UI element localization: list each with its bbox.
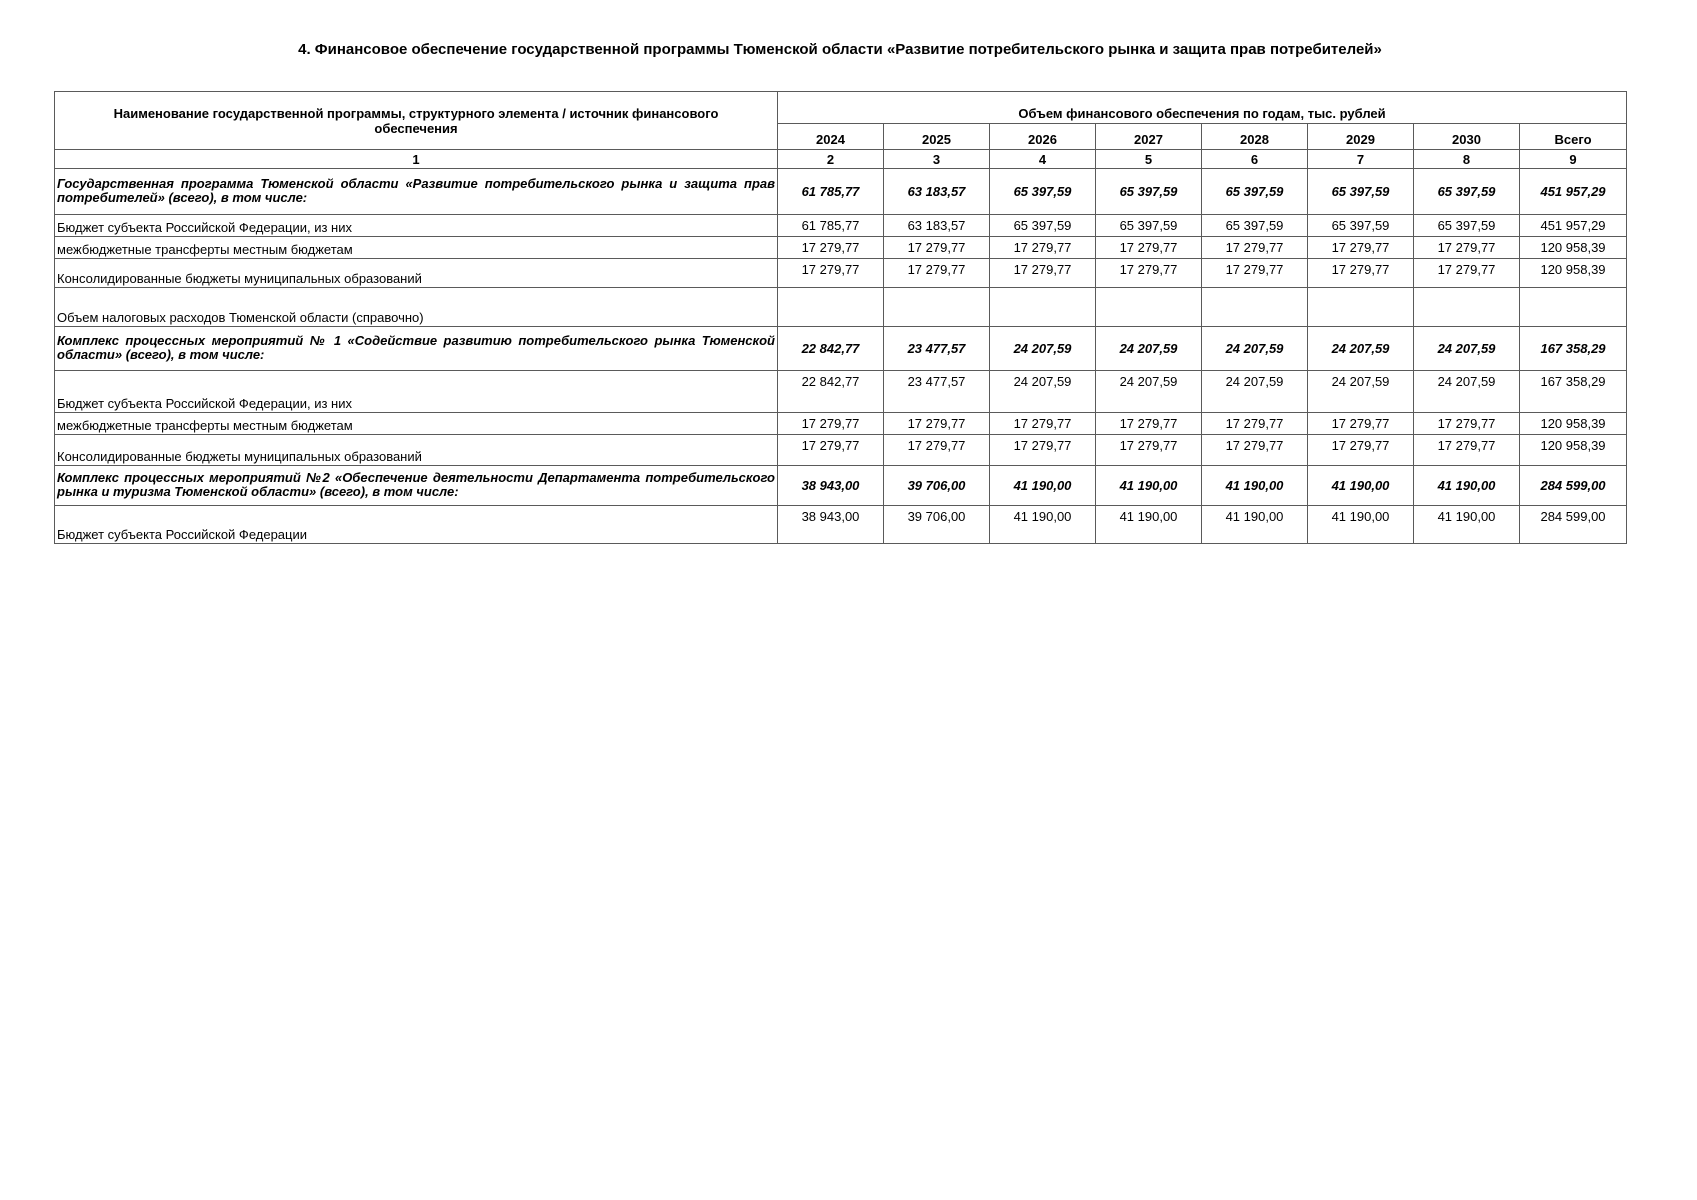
row-value: 17 279,77 — [1096, 435, 1202, 466]
table-row — [55, 215, 1627, 237]
header-year: 2025 — [884, 124, 990, 150]
header-year: 2026 — [990, 124, 1096, 150]
row-total: 120 958,39 — [1520, 413, 1627, 435]
row-value: 41 190,00 — [1202, 506, 1308, 544]
page-title: 4. Финансовое обеспечение государственной программы Тюменской области «Развитие потребительского рынка и защита прав потребителей» — [298, 41, 1382, 58]
row-value — [778, 288, 884, 327]
row-value: 41 190,00 — [1096, 506, 1202, 544]
row-name: Государственная программа Тюменской области «Развитие потребительского рынка и защита прав потребителей» (всего), в том числе: — [55, 169, 778, 215]
row-value: 17 279,77 — [1414, 259, 1520, 288]
row-value: 24 207,59 — [1096, 327, 1202, 371]
row-name: Консолидированные бюджеты муниципальных образований — [55, 259, 778, 288]
row-value: 17 279,77 — [778, 237, 884, 259]
row-value: 17 279,77 — [1202, 259, 1308, 288]
row-value — [1202, 288, 1308, 327]
column-number: 8 — [1414, 150, 1520, 169]
column-number: 9 — [1520, 150, 1627, 169]
row-value: 24 207,59 — [990, 371, 1096, 413]
row-value: 65 397,59 — [990, 215, 1096, 237]
row-total: 120 958,39 — [1520, 435, 1627, 466]
row-name: межбюджетные трансферты местным бюджетам — [55, 413, 778, 435]
row-value: 65 397,59 — [1414, 215, 1520, 237]
header-name-column: Наименование государственной программы, структурного элемента / источник финансового обеспечения — [55, 92, 778, 150]
row-value: 61 785,77 — [778, 169, 884, 215]
row-value: 41 190,00 — [1202, 466, 1308, 506]
row-total: 120 958,39 — [1520, 259, 1627, 288]
row-total: 284 599,00 — [1520, 466, 1627, 506]
row-value: 65 397,59 — [990, 169, 1096, 215]
row-value: 65 397,59 — [1202, 215, 1308, 237]
row-value: 17 279,77 — [1308, 413, 1414, 435]
row-value: 39 706,00 — [884, 466, 990, 506]
row-value: 24 207,59 — [990, 327, 1096, 371]
row-value: 65 397,59 — [1202, 169, 1308, 215]
row-value: 65 397,59 — [1308, 215, 1414, 237]
row-value: 17 279,77 — [1202, 237, 1308, 259]
row-value: 24 207,59 — [1308, 371, 1414, 413]
row-value: 63 183,57 — [884, 169, 990, 215]
column-number: 3 — [884, 150, 990, 169]
row-value: 17 279,77 — [1308, 435, 1414, 466]
row-value: 65 397,59 — [1414, 169, 1520, 215]
table-row-section — [55, 169, 1627, 215]
row-total: 120 958,39 — [1520, 237, 1627, 259]
table-row — [55, 435, 1627, 466]
row-name: Бюджет субъекта Российской Федерации, из них — [55, 371, 778, 413]
row-total: 167 358,29 — [1520, 327, 1627, 371]
row-value — [1308, 288, 1414, 327]
row-value: 17 279,77 — [1414, 435, 1520, 466]
row-value: 24 207,59 — [1414, 371, 1520, 413]
row-value: 17 279,77 — [778, 413, 884, 435]
row-value: 17 279,77 — [1202, 435, 1308, 466]
row-value: 38 943,00 — [778, 466, 884, 506]
row-total: 451 957,29 — [1520, 169, 1627, 215]
row-value: 65 397,59 — [1096, 215, 1202, 237]
row-value: 17 279,77 — [1308, 237, 1414, 259]
row-value: 41 190,00 — [1414, 506, 1520, 544]
row-value: 17 279,77 — [1414, 237, 1520, 259]
row-name: Комплекс процессных мероприятий № 1 «Содействие развитию потребительского рынка Тюменской области» (всего), в том числе: — [55, 327, 778, 371]
row-value: 17 279,77 — [990, 435, 1096, 466]
row-value: 23 477,57 — [884, 371, 990, 413]
header-year: 2029 — [1308, 124, 1414, 150]
row-value: 17 279,77 — [1202, 413, 1308, 435]
row-value: 41 190,00 — [1308, 506, 1414, 544]
row-value: 17 279,77 — [990, 259, 1096, 288]
header-year: 2024 — [778, 124, 884, 150]
column-number: 6 — [1202, 150, 1308, 169]
table-row — [55, 413, 1627, 435]
column-number: 2 — [778, 150, 884, 169]
header-year: 2028 — [1202, 124, 1308, 150]
row-value: 22 842,77 — [778, 371, 884, 413]
row-value: 17 279,77 — [884, 435, 990, 466]
row-total: 451 957,29 — [1520, 215, 1627, 237]
header-year: 2030 — [1414, 124, 1520, 150]
row-value: 65 397,59 — [1096, 169, 1202, 215]
row-value: 22 842,77 — [778, 327, 884, 371]
row-name: Консолидированные бюджеты муниципальных образований — [55, 435, 778, 466]
column-number: 5 — [1096, 150, 1202, 169]
row-value: 17 279,77 — [990, 237, 1096, 259]
row-value: 39 706,00 — [884, 506, 990, 544]
table-row — [55, 371, 1627, 413]
table-row — [55, 506, 1627, 544]
financing-table — [54, 91, 1627, 544]
row-value: 41 190,00 — [990, 466, 1096, 506]
row-value: 24 207,59 — [1202, 371, 1308, 413]
row-name: Комплекс процессных мероприятий №2 «Обеспечение деятельности Департамента потребительского рынка и туризма Тюменской области» (всего), в том числе: — [55, 466, 778, 506]
row-name: Бюджет субъекта Российской Федерации, из них — [55, 215, 778, 237]
table-row-section — [55, 327, 1627, 371]
row-value: 24 207,59 — [1096, 371, 1202, 413]
row-value: 61 785,77 — [778, 215, 884, 237]
row-name: межбюджетные трансферты местным бюджетам — [55, 237, 778, 259]
table-row — [55, 237, 1627, 259]
row-total — [1520, 288, 1627, 327]
column-number: 1 — [55, 150, 778, 169]
column-number: 4 — [990, 150, 1096, 169]
row-total: 284 599,00 — [1520, 506, 1627, 544]
row-value: 65 397,59 — [1308, 169, 1414, 215]
row-value: 17 279,77 — [1096, 413, 1202, 435]
row-value: 17 279,77 — [778, 435, 884, 466]
row-value: 38 943,00 — [778, 506, 884, 544]
row-value: 63 183,57 — [884, 215, 990, 237]
row-value: 41 190,00 — [1096, 466, 1202, 506]
header-volume-group: Объем финансового обеспечения по годам, тыс. рублей — [778, 92, 1627, 124]
row-value: 41 190,00 — [1308, 466, 1414, 506]
row-total: 167 358,29 — [1520, 371, 1627, 413]
row-value: 17 279,77 — [1096, 259, 1202, 288]
column-number: 7 — [1308, 150, 1414, 169]
table-row — [55, 288, 1627, 327]
row-value: 17 279,77 — [1096, 237, 1202, 259]
row-value: 24 207,59 — [1202, 327, 1308, 371]
row-value — [884, 288, 990, 327]
row-value: 17 279,77 — [778, 259, 884, 288]
table-row-section — [55, 466, 1627, 506]
row-name: Бюджет субъекта Российской Федерации — [55, 506, 778, 544]
row-name: Объем налоговых расходов Тюменской области (справочно) — [55, 288, 778, 327]
row-value: 41 190,00 — [990, 506, 1096, 544]
row-value — [1096, 288, 1202, 327]
row-value: 17 279,77 — [884, 237, 990, 259]
row-value: 17 279,77 — [1414, 413, 1520, 435]
row-value: 23 477,57 — [884, 327, 990, 371]
row-value — [990, 288, 1096, 327]
row-value: 24 207,59 — [1414, 327, 1520, 371]
row-value: 41 190,00 — [1414, 466, 1520, 506]
row-value: 17 279,77 — [990, 413, 1096, 435]
row-value: 17 279,77 — [1308, 259, 1414, 288]
row-value: 17 279,77 — [884, 259, 990, 288]
row-value: 17 279,77 — [884, 413, 990, 435]
header-year: 2027 — [1096, 124, 1202, 150]
header-total: Всего — [1520, 124, 1627, 150]
row-value: 24 207,59 — [1308, 327, 1414, 371]
row-value — [1414, 288, 1520, 327]
table-row — [55, 259, 1627, 288]
